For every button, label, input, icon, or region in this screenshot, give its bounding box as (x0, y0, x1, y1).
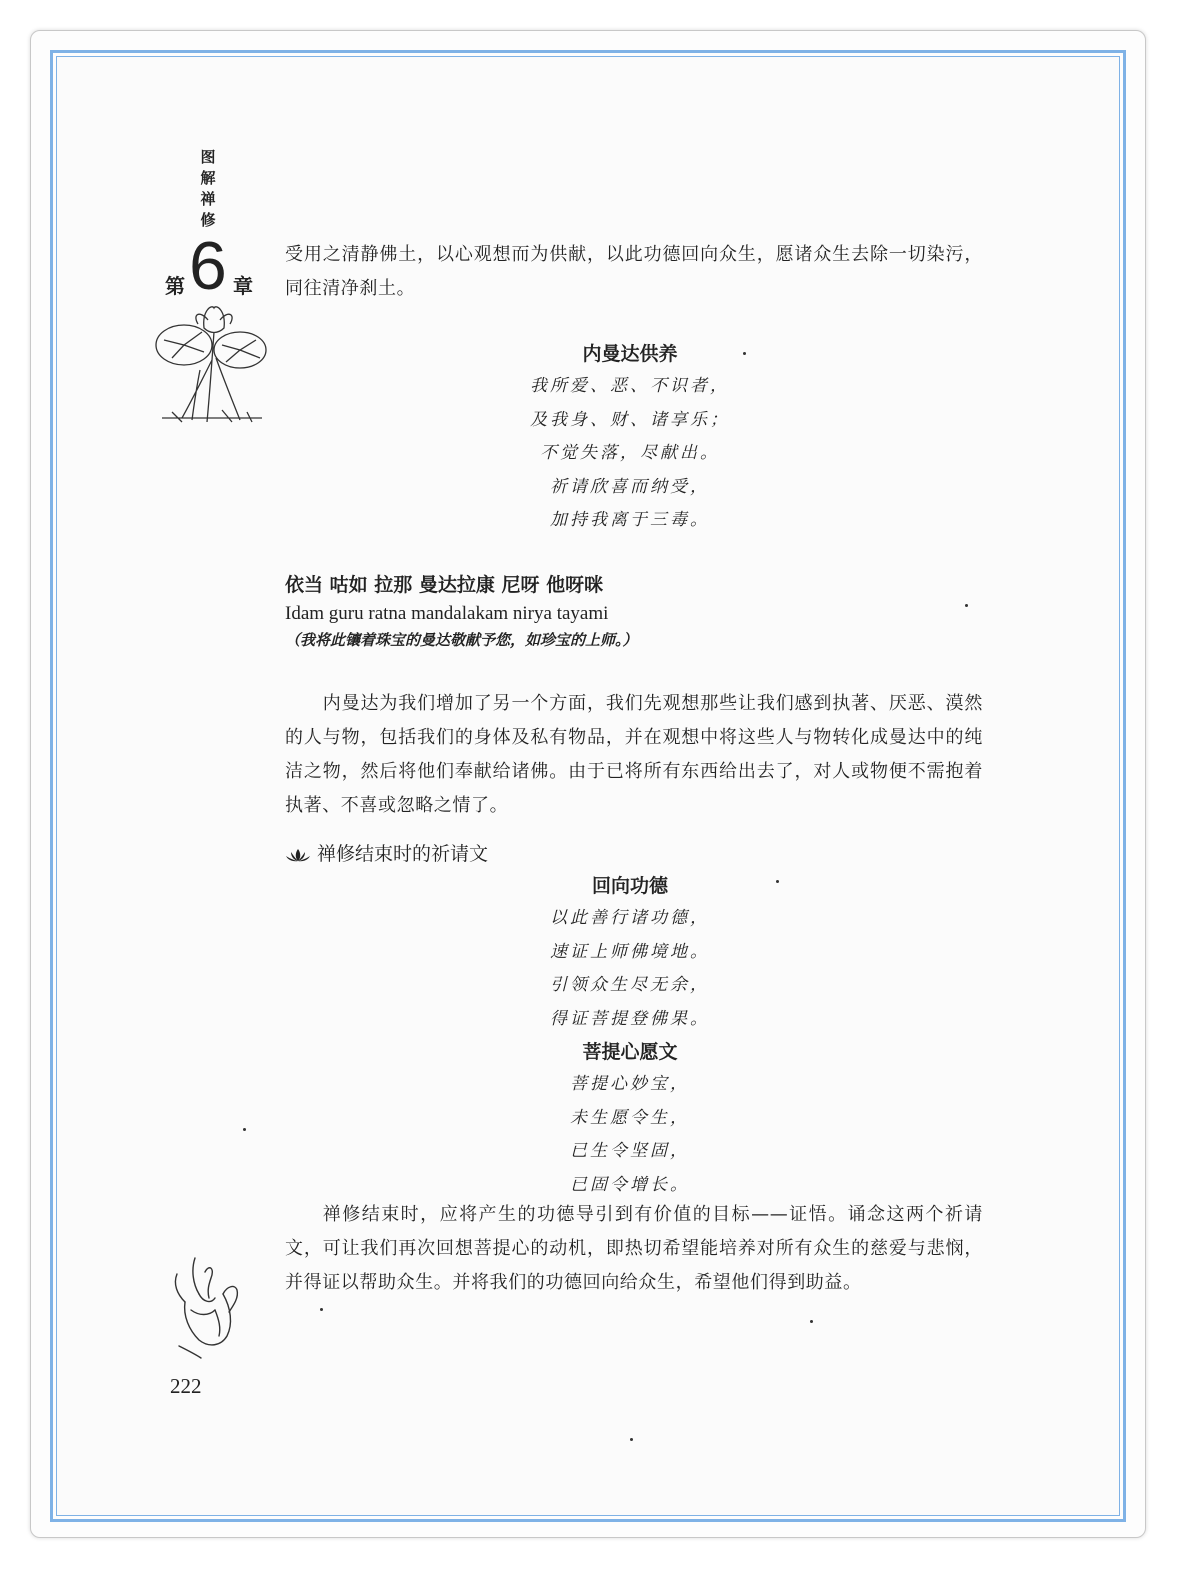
verse-line: 已固令增长。 (570, 1174, 690, 1195)
verse-line: 已生令坚固， (570, 1141, 690, 1161)
book-title-vertical: 图解禅修 (200, 148, 216, 229)
bodhicitta-title: 菩提心愿文 (582, 1041, 678, 1063)
chapter-suffix: 章 (233, 274, 253, 298)
closing-paragraph: 禅修结束时，应将产生的功德导引到有价值的目标——证悟。诵念这两个祈请文，可让我们再次回想菩提心的动机，即热切希望能培养对所有众生的慈爱与悲悯，并得证以帮助众生。并将我们的功德回向给众生，希望他们得到助益。 (285, 1204, 983, 1293)
scan-speck (776, 880, 779, 883)
verse-line: 加持我离于三毒。 (550, 510, 710, 530)
verse-line: 引领众生尽无余， (550, 975, 710, 995)
verse-line: 不觉失落，尽献出。 (540, 443, 720, 463)
lotus-bullet-icon (285, 847, 311, 863)
dedication-verse (440, 870, 820, 1202)
intro-paragraph: 受用之清静佛土，以心观想而为供献，以此功德回向众生，愿诸众生去除一切染污，同往清净刹土。 (285, 244, 983, 299)
inner-mandala-verse (440, 338, 820, 538)
dedication-title: 回向功德 (591, 875, 668, 897)
scan-speck (243, 1128, 246, 1131)
mandala-paragraph: 内曼达为我们增加了另一个方面，我们先观想那些让我们感到执著、厌恶、漠然的人与物，包括我们的身体及私有物品，并在观想中将这些人与物转化成曼达中的纯洁之物，然后将他们奉献给诸佛。由于已将所有东西给出去了，对人或物便不需抱着执著、不喜或忽略之情了。 (285, 693, 983, 816)
inner-mandala-title: 内曼达供养 (582, 343, 678, 365)
chapter-number: 6 (189, 228, 227, 304)
section-heading (285, 840, 488, 868)
verse-line: 得证菩提登佛果。 (550, 1008, 710, 1029)
chapter-prefix: 第 (165, 274, 185, 298)
mantra-chinese: 依当 咕如 拉那 曼达拉康 尼呀 他呀咪 (285, 574, 604, 596)
mantra-translation: （我将此镶着珠宝的曼达敬献予您，如珍宝的上师。） (285, 631, 638, 649)
section-heading-text: 禅修结束时的祈请文 (317, 843, 489, 865)
verse-line: 祈请欣喜而纳受， (550, 476, 710, 497)
verse-line: 未生愿令生， (570, 1107, 690, 1128)
scan-speck (320, 1308, 323, 1311)
lotus-illustration-icon (152, 300, 272, 425)
hand-mudra-illustration-icon (165, 1250, 245, 1360)
chapter-marker (163, 228, 263, 304)
scan-speck (630, 1438, 633, 1441)
mantra-romanized: Idam guru ratna mandalakam nirya tayami (285, 603, 609, 624)
verse-line: 速证上师佛境地。 (550, 941, 710, 962)
scan-speck (965, 604, 968, 607)
scan-speck (810, 1320, 813, 1323)
verse-line: 及我身、财、诸享乐； (530, 409, 730, 430)
page-number: 222 (170, 1374, 202, 1398)
verse-line: 以此善行诸功德， (550, 908, 710, 928)
verse-line: 我所爱、恶、不识者， (530, 376, 730, 396)
scan-speck (743, 352, 746, 355)
verse-line: 菩提心妙宝， (570, 1074, 690, 1094)
